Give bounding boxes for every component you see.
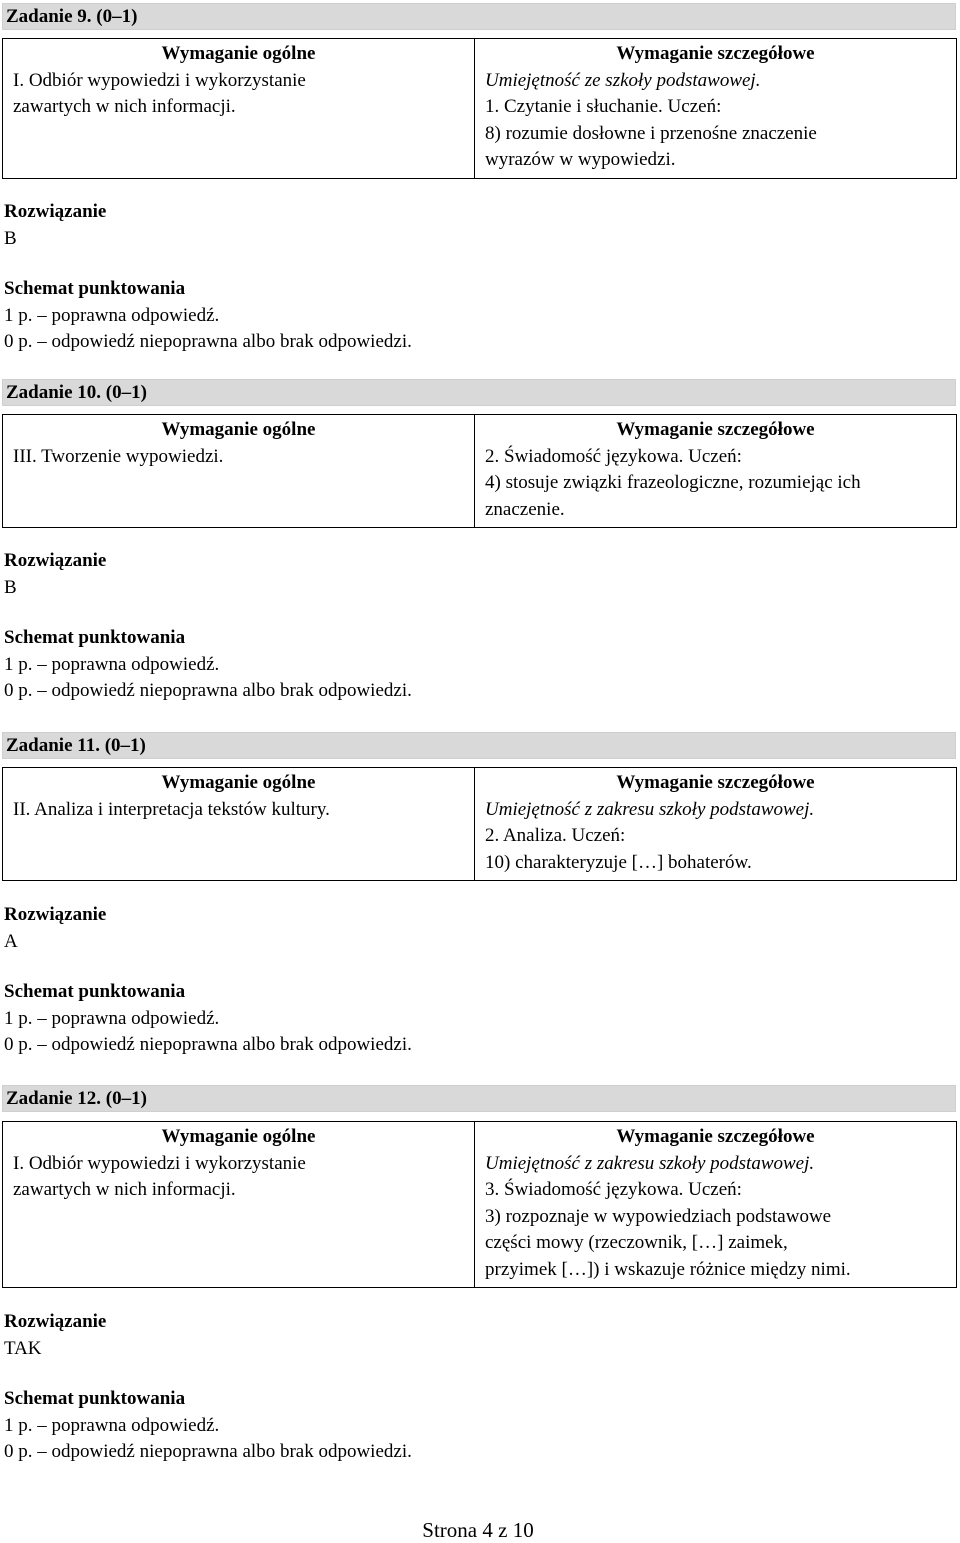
task-12-scoring bbox=[4, 1386, 412, 1466]
specific-requirement-text: 1. Czytanie i słuchanie. Uczeń: bbox=[485, 96, 722, 117]
task-12-solution bbox=[4, 1309, 106, 1362]
specific-requirement-cell bbox=[475, 1122, 957, 1288]
task-11-scoring bbox=[4, 979, 412, 1059]
general-requirement-cell bbox=[3, 1122, 475, 1288]
skill-level-note: Umiejętność ze szkoły podstawowej. bbox=[485, 69, 761, 91]
general-requirement-cell bbox=[3, 39, 475, 179]
scoring-line: 1 p. – poprawna odpowiedź. bbox=[4, 1007, 220, 1029]
solution-answer: B bbox=[4, 576, 17, 598]
specific-requirement-text: znaczenie. bbox=[485, 498, 565, 520]
task-10-header: Zadanie 10. (0–1) bbox=[2, 379, 956, 406]
scoring-line: 1 p. – poprawna odpowiedź. bbox=[4, 1414, 220, 1436]
general-requirement-label: Wymaganie ogólne bbox=[161, 772, 316, 793]
scoring-line: 0 p. – odpowiedź niepoprawna albo brak odpowiedzi. bbox=[4, 331, 412, 352]
specific-requirement-text: 3. Świadomość językowa. Uczeń: bbox=[485, 1179, 742, 1200]
specific-requirement-label: Wymaganie szczegółowe bbox=[616, 772, 815, 793]
task-11-requirements-table bbox=[2, 767, 957, 881]
specific-requirement-text: przyimek […]) i wskazuje różnice między nimi. bbox=[485, 1258, 851, 1280]
skill-level-note: Umiejętność z zakresu szkoły podstawowej. bbox=[485, 1152, 815, 1174]
specific-requirement-label: Wymaganie szczegółowe bbox=[616, 419, 815, 440]
general-requirement-label: Wymaganie ogólne bbox=[161, 43, 316, 64]
scoring-line: 0 p. – odpowiedź niepoprawna albo brak odpowiedzi. bbox=[4, 1441, 412, 1462]
general-requirement-cell bbox=[3, 768, 475, 881]
task-9-header: Zadanie 9. (0–1) bbox=[2, 3, 956, 30]
general-requirement-text: I. Odbiór wypowiedzi i wykorzystanie bbox=[13, 69, 306, 91]
scoring-label: Schemat punktowania bbox=[4, 981, 186, 1002]
specific-requirement-cell bbox=[475, 415, 957, 528]
scoring-label: Schemat punktowania bbox=[4, 278, 186, 299]
scoring-line: 0 p. – odpowiedź niepoprawna albo brak odpowiedzi. bbox=[4, 680, 412, 701]
general-requirement-text: I. Odbiór wypowiedzi i wykorzystanie bbox=[13, 1152, 306, 1174]
specific-requirement-text: części mowy (rzeczownik, […] zaimek, bbox=[485, 1232, 788, 1253]
general-requirement-text: III. Tworzenie wypowiedzi. bbox=[13, 445, 224, 467]
specific-requirement-cell bbox=[475, 39, 957, 179]
scoring-line: 1 p. – poprawna odpowiedź. bbox=[4, 653, 220, 675]
task-9-solution bbox=[4, 199, 106, 252]
solution-answer: B bbox=[4, 227, 17, 249]
scoring-line: 1 p. – poprawna odpowiedź. bbox=[4, 304, 220, 326]
general-requirement-cell bbox=[3, 415, 475, 528]
scoring-line: 0 p. – odpowiedź niepoprawna albo brak odpowiedzi. bbox=[4, 1034, 412, 1055]
scoring-label: Schemat punktowania bbox=[4, 627, 186, 648]
skill-level-note: Umiejętność z zakresu szkoły podstawowej. bbox=[485, 798, 815, 820]
solution-label: Rozwiązanie bbox=[4, 904, 107, 925]
specific-requirement-cell bbox=[475, 768, 957, 881]
specific-requirement-text: 2. Analiza. Uczeń: bbox=[485, 825, 626, 846]
page-number: Strona 4 z 10 bbox=[422, 1518, 534, 1542]
specific-requirement-text: 8) rozumie dosłowne i przenośne znaczenie bbox=[485, 122, 817, 144]
task-12-header: Zadanie 12. (0–1) bbox=[2, 1085, 956, 1112]
solution-label: Rozwiązanie bbox=[4, 550, 107, 571]
specific-requirement-text: wyrazów w wypowiedzi. bbox=[485, 149, 676, 170]
task-9-scoring bbox=[4, 276, 412, 356]
task-12-requirements-table bbox=[2, 1121, 957, 1288]
specific-requirement-label: Wymaganie szczegółowe bbox=[616, 43, 815, 64]
task-10-scoring bbox=[4, 625, 412, 705]
task-11-solution bbox=[4, 902, 106, 955]
specific-requirement-text: 10) charakteryzuje […] bohaterów. bbox=[485, 851, 752, 873]
task-11-header: Zadanie 11. (0–1) bbox=[2, 732, 956, 759]
scoring-label: Schemat punktowania bbox=[4, 1388, 186, 1409]
general-requirement-label: Wymaganie ogólne bbox=[161, 419, 316, 440]
general-requirement-label: Wymaganie ogólne bbox=[161, 1126, 316, 1147]
specific-requirement-text: 3) rozpoznaje w wypowiedziach podstawowe bbox=[485, 1205, 832, 1227]
solution-label: Rozwiązanie bbox=[4, 1311, 107, 1332]
general-requirement-text: zawartych w nich informacji. bbox=[13, 96, 236, 117]
specific-requirement-text: 4) stosuje związki frazeologiczne, rozumiejąc ich bbox=[485, 472, 861, 493]
specific-requirement-label: Wymaganie szczegółowe bbox=[616, 1126, 815, 1147]
specific-requirement-text: 2. Świadomość językowa. Uczeń: bbox=[485, 445, 742, 467]
solution-answer: TAK bbox=[4, 1337, 42, 1359]
general-requirement-text: zawartych w nich informacji. bbox=[13, 1179, 236, 1200]
solution-answer: A bbox=[4, 930, 18, 952]
solution-label: Rozwiązanie bbox=[4, 201, 107, 222]
task-10-solution bbox=[4, 548, 106, 601]
task-9-requirements-table bbox=[2, 38, 957, 179]
general-requirement-text: II. Analiza i interpretacja tekstów kultury. bbox=[13, 798, 330, 820]
task-10-requirements-table bbox=[2, 414, 957, 528]
